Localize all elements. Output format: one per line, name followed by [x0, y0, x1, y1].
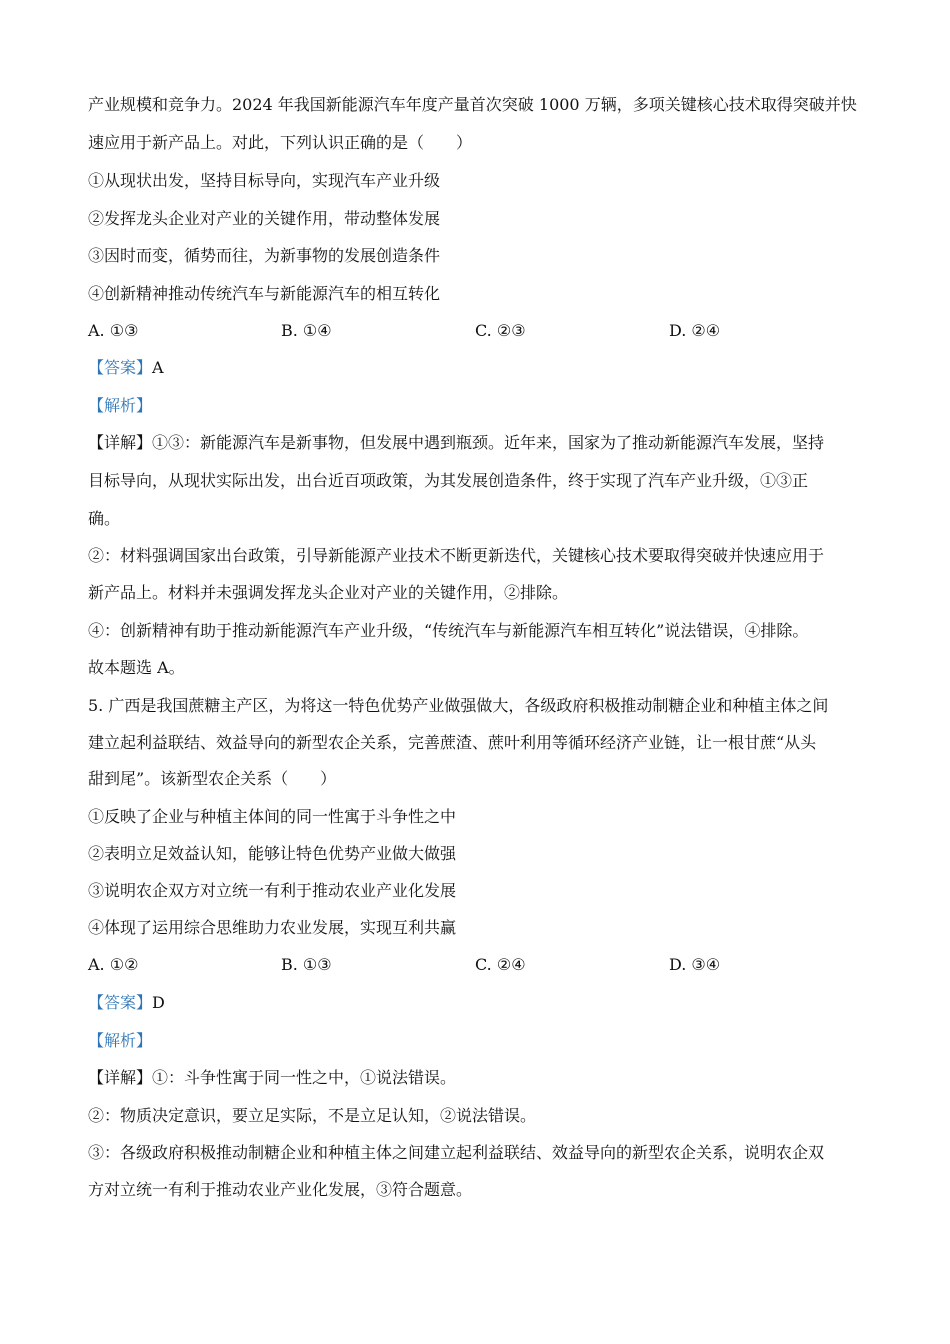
- q4-detail-line-2: 目标导向，从现状实际出发，出台近百项政策，为其发展创造条件，终于实现了汽车产业升级，①③正: [88, 471, 809, 490]
- q5-statement-2: ②表明立足效益认知，能够让特色优势产业做大做强: [88, 844, 457, 863]
- q4-detail-line-5: 新产品上。材料并未强调发挥龙头企业对产业的关键作用，②排除。: [88, 583, 569, 602]
- q5-detail-line-3: ③：各级政府积极推动制糖企业和种植主体之间建立起利益联结、效益导向的新型农企关系，说明农企双: [88, 1143, 825, 1162]
- q5-detail-line-2: ②：物质决定意识，要立足实际，不是立足认知，②说法错误。: [88, 1106, 537, 1125]
- q4-option-b: B. ①④: [281, 321, 332, 340]
- q4-stem-line-1: 产业规模和竞争力。2024 年我国新能源汽车年度产量首次突破 1000 万辆，多项关键核心技术取得突破并快: [88, 95, 857, 114]
- analysis-tag: 【解析】: [88, 396, 153, 415]
- answer-value: D: [152, 993, 165, 1012]
- answer-value: A: [152, 358, 164, 377]
- q4-detail-line-6: ④：创新精神有助于推动新能源汽车产业升级，“传统汽车与新能源汽车相互转化”说法错误，④排除。: [88, 621, 809, 640]
- q4-statement-1: ①从现状出发，坚持目标导向，实现汽车产业升级: [88, 171, 441, 190]
- q5-option-a: A. ①②: [88, 955, 139, 974]
- detail-text: ①：斗争性寓于同一性之中，①说法错误。: [152, 1068, 457, 1087]
- q5-statement-1: ①反映了企业与种植主体间的同一性寓于斗争性之中: [88, 807, 457, 826]
- q5-statement-3: ③说明农企双方对立统一有利于推动农业产业化发展: [88, 881, 457, 900]
- answer-tag: 【答案】: [88, 358, 153, 377]
- q5-detail-line-1: [88, 1067, 878, 1089]
- q4-detail-line-1: [88, 432, 878, 454]
- q5-detail-line-4: 方对立统一有利于推动农业产业化发展，③符合题意。: [88, 1180, 473, 1199]
- q4-option-a: A. ①③: [88, 321, 139, 340]
- q5-stem-line-1: 5. 广西是我国蔗糖主产区，为将这一特色优势产业做强做大，各级政府积极推动制糖企业和种植主体之间: [88, 696, 829, 715]
- q5-stem-line-3: 甜到尾”。该新型农企关系（ ）: [88, 769, 337, 788]
- q4-options: [88, 320, 878, 342]
- detail-tag: 【详解】: [88, 433, 153, 452]
- q4-detail-line-7: 故本题选 A。: [88, 658, 185, 677]
- q5-statement-4: ④体现了运用综合思维助力农业发展，实现互利共赢: [88, 918, 457, 937]
- q5-option-d: D. ③④: [669, 955, 721, 974]
- detail-text: ①③：新能源汽车是新事物，但发展中遇到瓶颈。近年来，国家为了推动新能源汽车发展，坚持: [152, 433, 825, 452]
- q4-detail-line-3: 确。: [88, 509, 121, 528]
- q5-option-b: B. ①③: [281, 955, 332, 974]
- q5-analysis-heading: [88, 1030, 878, 1052]
- answer-tag: 【答案】: [88, 993, 153, 1012]
- q5-stem-line-2: 建立起利益联结、效益导向的新型农企关系，完善蔗渣、蔗叶利用等循环经济产业链，让一根甘蔗“从头: [88, 733, 817, 752]
- q5-option-c: C. ②④: [475, 955, 526, 974]
- q5-answer: [88, 992, 878, 1014]
- q4-statement-4: ④创新精神推动传统汽车与新能源汽车的相互转化: [88, 284, 441, 303]
- q4-statement-2: ②发挥龙头企业对产业的关键作用，带动整体发展: [88, 209, 441, 228]
- q4-option-c: C. ②③: [475, 321, 526, 340]
- q5-options: [88, 954, 878, 976]
- analysis-tag: 【解析】: [88, 1031, 153, 1050]
- q4-statement-3: ③因时而变，循势而往，为新事物的发展创造条件: [88, 246, 441, 265]
- q4-detail-line-4: ②：材料强调国家出台政策，引导新能源产业技术不断更新迭代，关键核心技术要取得突破并快速应用于: [88, 546, 825, 565]
- detail-tag: 【详解】: [88, 1068, 153, 1087]
- q4-option-d: D. ②④: [669, 321, 721, 340]
- q4-stem-line-2: 速应用于新产品上。对此，下列认识正确的是（ ）: [88, 133, 473, 152]
- q4-answer: [88, 357, 878, 379]
- q4-analysis-heading: [88, 395, 878, 417]
